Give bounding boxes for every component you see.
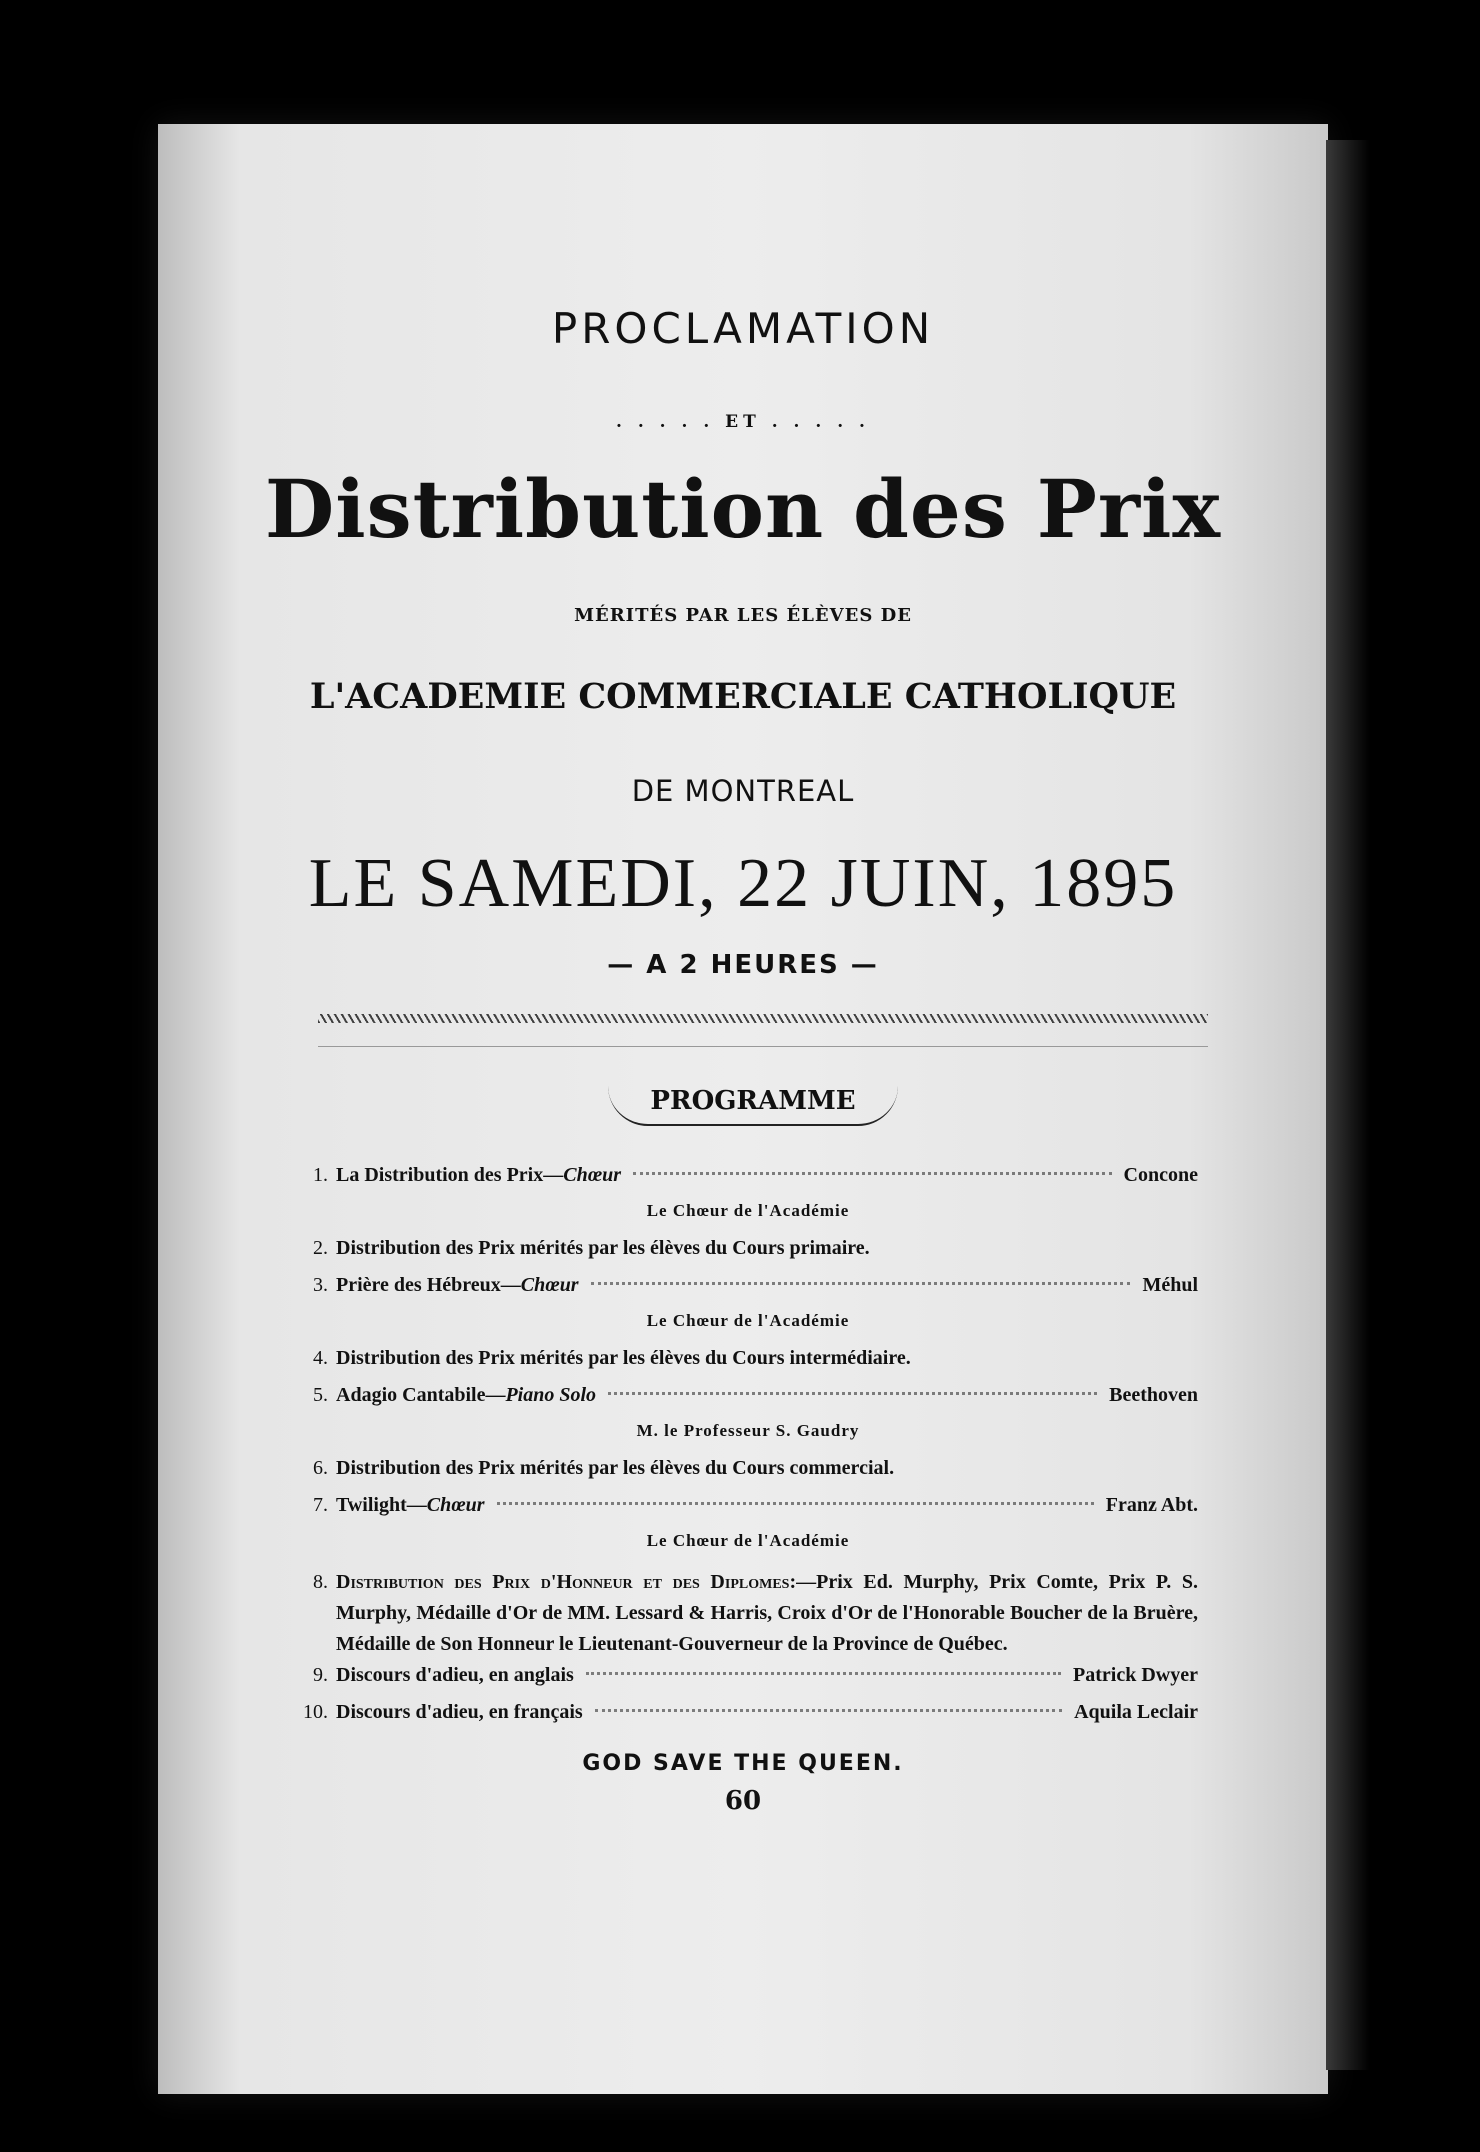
leader-dots (586, 1672, 1061, 1675)
list-item: 9. Discours d'adieu, en anglais Patrick Dwyer (313, 1664, 1198, 1686)
divider (318, 1046, 1208, 1047)
list-item: 8. Distribution des Prix d'Honneur et des Diplomes:—Prix Ed. Murphy, Prix Comte, Prix P. S. Murphy, Médaille d'Or de MM. Lessard & Harris, Croix d'Or de l'Honorable Boucher de la Bruère, Médaille de Son Honneur le Lieutenant-Gouverneur de la Province de Québec. (313, 1571, 1199, 1655)
composer: Franz Abt. (1105, 1494, 1198, 1516)
et-line: . . . . . ET . . . . . (616, 412, 870, 432)
composer: Concone (1123, 1164, 1198, 1186)
merites-line: MÉRITÉS PAR LES ÉLÈVES DE (574, 605, 912, 626)
composer: Beethoven (1109, 1384, 1198, 1406)
anthem-line: GOD SAVE THE QUEEN. (582, 1751, 904, 1776)
programme-list (298, 1164, 1198, 1738)
ornamental-rule (318, 1014, 1208, 1023)
page-stack-edge (1326, 140, 1370, 2070)
page-number: 60 (724, 1786, 762, 1816)
list-item: 7. Twilight—Chœur Franz Abt. (313, 1494, 1198, 1516)
performer: Le Chœur de l'Académie (646, 1311, 850, 1330)
city-line: DE MONTREAL (631, 774, 855, 808)
list-item: 10. Discours d'adieu, en français Aquila Leclair (303, 1701, 1198, 1723)
leader-dots (595, 1709, 1062, 1712)
list-item: 6. Distribution des Prix mérités par les élèves du Cours commercial. (313, 1457, 895, 1479)
performer: M. le Professeur S. Gaudry (636, 1421, 860, 1440)
academie-name: L'ACADEMIE COMMERCIALE CATHOLIQUE (309, 676, 1177, 717)
composer: Méhul (1142, 1274, 1198, 1296)
list-item: 1. La Distribution des Prix—Chœur Concone (313, 1164, 1198, 1186)
proclamation-heading: PROCLAMATION (551, 304, 935, 353)
leader-dots (497, 1502, 1094, 1505)
list-item: 4. Distribution des Prix mérités par les élèves du Cours intermédiaire. (313, 1347, 911, 1369)
distribution-title: Distribution des Prix (264, 462, 1222, 556)
speaker: Aquila Leclair (1074, 1701, 1198, 1723)
list-item: 3. Prière des Hébreux—Chœur Méhul (313, 1274, 1198, 1296)
leader-dots (633, 1172, 1111, 1175)
speaker: Patrick Dwyer (1073, 1664, 1198, 1686)
event-time: — A 2 HEURES — (607, 950, 879, 980)
event-date: LE SAMEDI, 22 JUIN, 1895 (308, 845, 1178, 922)
programme-banner (608, 1084, 898, 1126)
programme-heading: PROGRAMME (650, 1086, 856, 1116)
list-item: 5. Adagio Cantabile—Piano Solo Beethoven (313, 1384, 1198, 1406)
performer: Le Chœur de l'Académie (646, 1531, 850, 1550)
leader-dots (591, 1282, 1131, 1285)
leader-dots (608, 1392, 1097, 1395)
performer: Le Chœur de l'Académie (646, 1201, 850, 1220)
list-item: 2. Distribution des Prix mérités par les élèves du Cours primaire. (313, 1237, 870, 1259)
